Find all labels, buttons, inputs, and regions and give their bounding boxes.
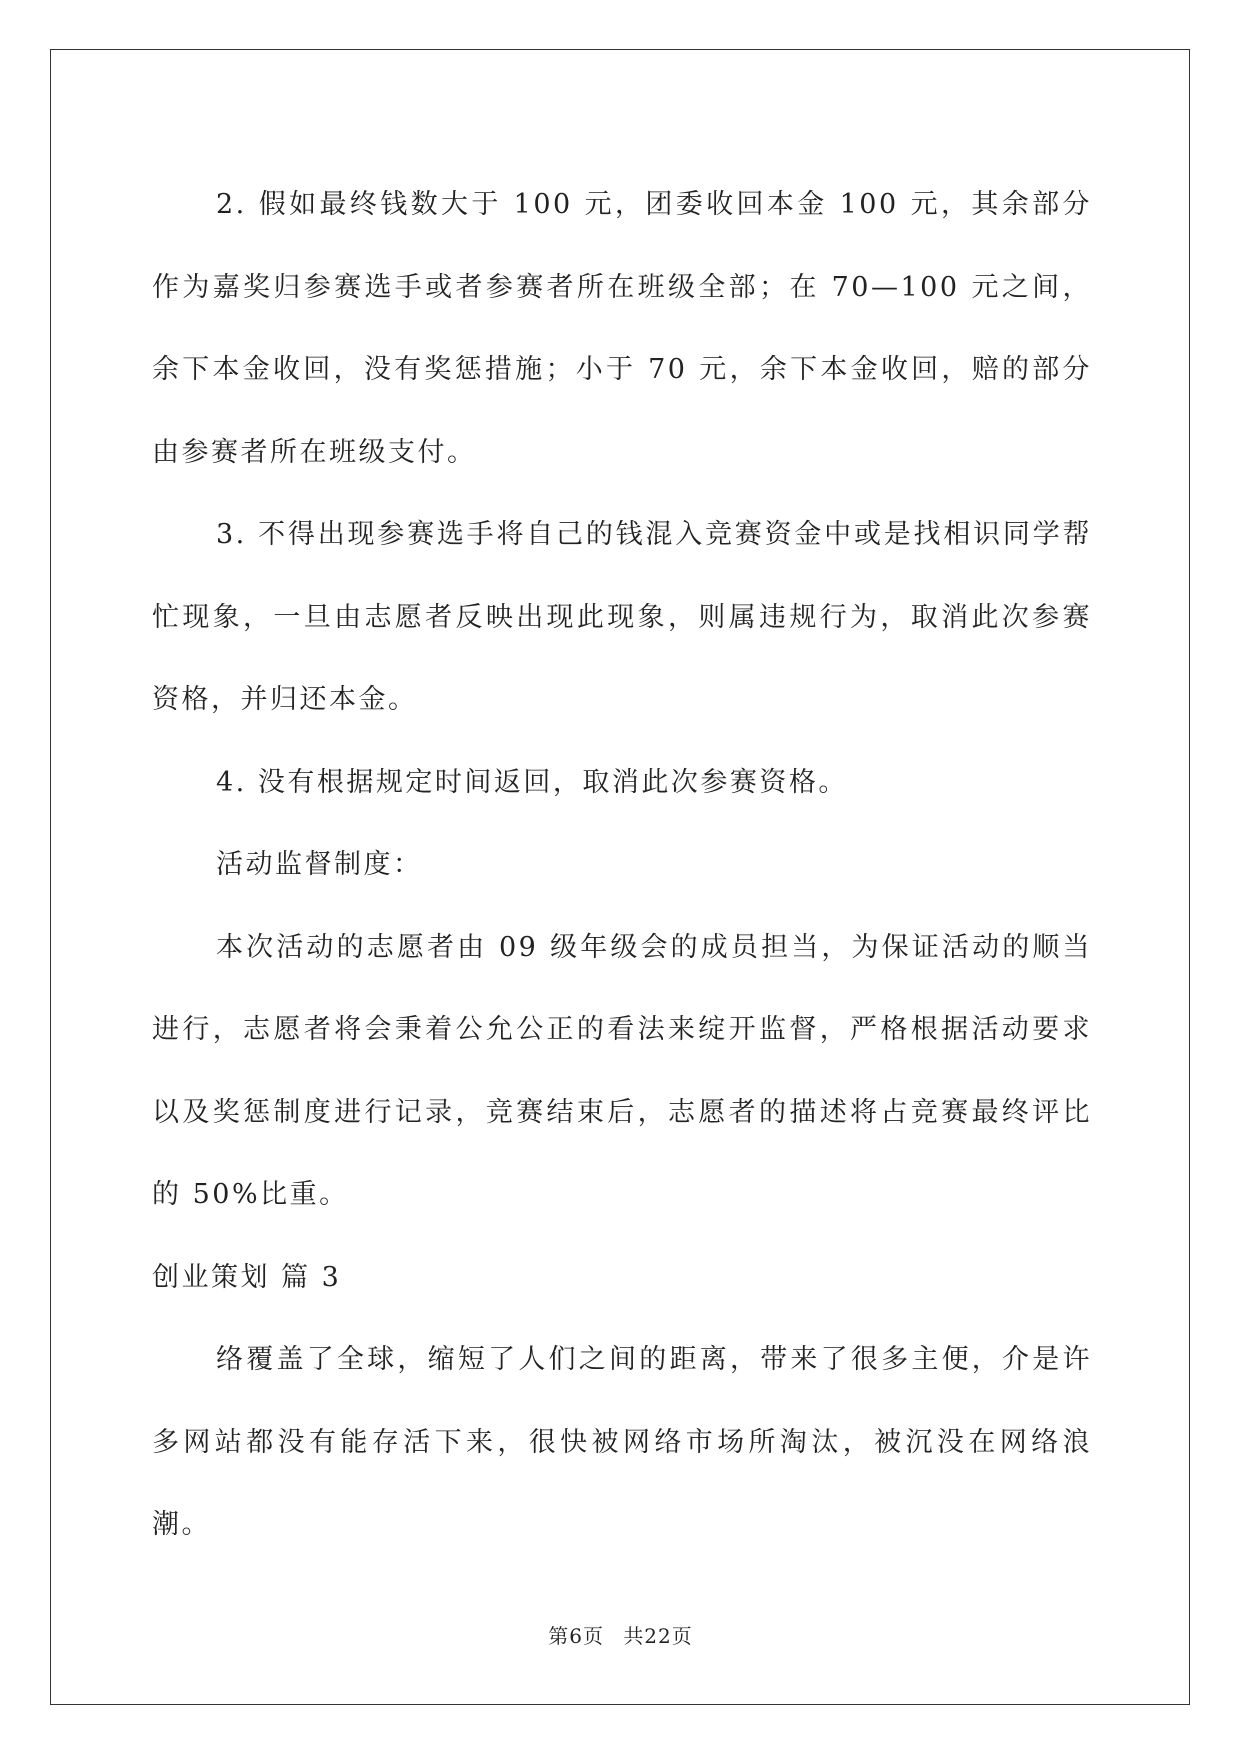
paragraph-supervision-title: 活动监督制度： bbox=[216, 849, 423, 880]
paragraph-rule-4: 4. 没有根据规定时间返回，取消此次参赛资格。 bbox=[216, 766, 848, 798]
page-total: 共22页 bbox=[623, 1624, 693, 1648]
paragraph-supervision-body: 本次活动的志愿者由 09 级年级会的成员担当，为保证活动的顺当进行，志愿者将会秉着公允公正的看法来绽开监督，严格根据活动要求以及奖惩制度进行记录，竞赛结束后，志愿者的描述将占竞赛最终评比的 50%比重。 bbox=[152, 931, 1092, 1210]
section-heading: 创业策划 篇 3 bbox=[152, 1261, 342, 1293]
page-number: 第6页 bbox=[548, 1624, 604, 1648]
paragraph-section3-body: 络覆盖了全球，缩短了人们之间的距离，带来了很多主便，介是许多网站都没有能存活下来，很快被网络市场所淘汰，被沉没在网络浪潮。 bbox=[152, 1344, 1092, 1540]
paragraph-rule-2: 2. 假如最终钱数大于 100 元，团委收回本金 100 元，其余部分作为嘉奖归参赛选手或者参赛者所在班级全部；在 70—100 元之间，余下本金收回，没有奖惩措施；小于 70 元，余下本金收回，赔的部分由参赛者所在班级支付。 bbox=[152, 189, 1092, 468]
page-footer bbox=[0, 1620, 1241, 1649]
paragraph-rule-3: 3. 不得出现参赛选手将自己的钱混入竞赛资金中或是找相识同学帮忙现象，一旦由志愿者反映出现此现象，则属违规行为，取消此次参赛资格，并归还本金。 bbox=[152, 519, 1092, 715]
document-body bbox=[152, 164, 1092, 1567]
